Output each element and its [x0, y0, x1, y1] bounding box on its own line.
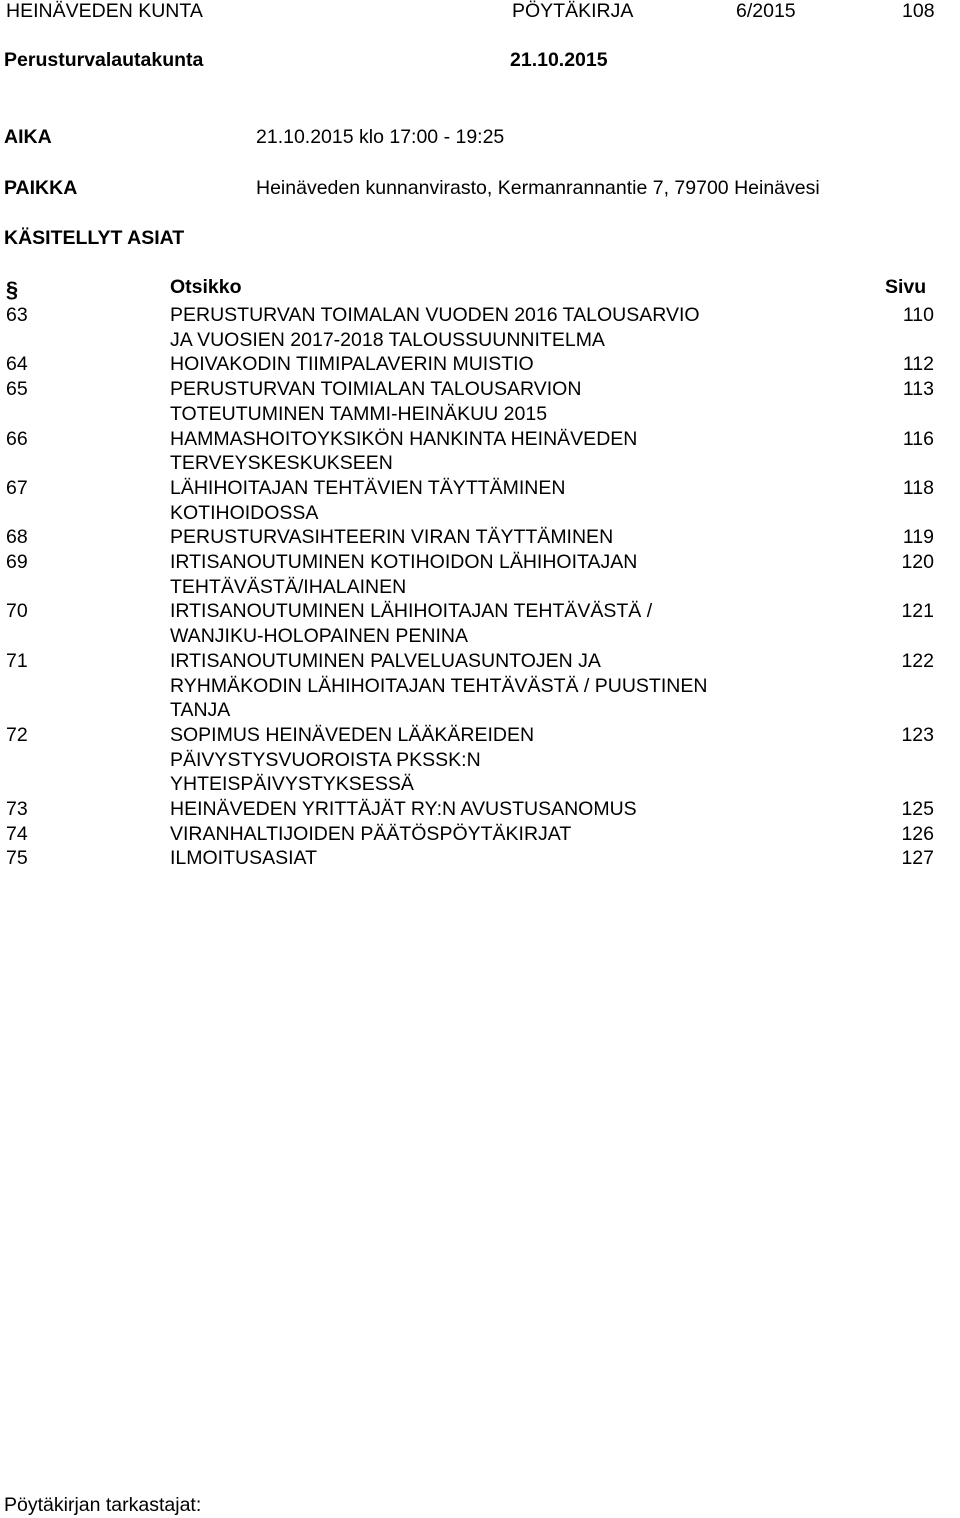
agenda-item-page: 110 — [902, 304, 934, 326]
agenda-item-number: 64 — [6, 353, 28, 376]
agenda-item-page: 126 — [901, 822, 934, 845]
agenda-item-title: ILMOITUSASIAT — [170, 847, 317, 870]
agenda-item-number: 67 — [6, 476, 28, 499]
column-header-title: Otsikko — [170, 276, 242, 298]
agenda-item-number: 66 — [6, 427, 28, 450]
agenda-item-page: 118 — [902, 476, 934, 499]
agenda-item-page: 121 — [901, 600, 934, 623]
organization-name: HEINÄVEDEN KUNTA — [6, 0, 203, 22]
agenda-item-number: 75 — [6, 847, 28, 870]
agenda-item-page: 122 — [901, 649, 934, 672]
agenda-item — [0, 599, 960, 648]
agenda-item-title: PERUSTURVAN TOIMIALAN TALOUSARVION TOTEUTUMINEN TAMMI-HEINÄKUU 2015 — [170, 378, 582, 425]
time-label: AIKA — [4, 126, 52, 148]
agenda-item-number: 71 — [6, 649, 28, 672]
agenda-item-title: VIRANHALTIJOIDEN PÄÄTÖSPÖYTÄKIRJAT — [170, 822, 572, 845]
agenda-item-title: PERUSTURVAN TOIMALAN VUODEN 2016 TALOUSARVIO JA VUOSIEN 2017-2018 TALOUSSUUNNITELMA — [170, 304, 700, 351]
agenda-item — [0, 846, 960, 871]
agenda-item — [0, 303, 960, 352]
agenda-item-page: 127 — [901, 847, 934, 870]
agenda-item-title: IRTISANOUTUMINEN KOTIHOIDON LÄHIHOITAJAN TEHTÄVÄSTÄ/IHALAINEN — [170, 551, 638, 598]
agenda-item-number: 74 — [6, 822, 28, 845]
agenda-item-number: 68 — [6, 526, 28, 549]
agenda-item-page: 116 — [902, 427, 934, 450]
agenda-item — [0, 377, 960, 426]
body-name: Perusturvalautakunta — [4, 49, 204, 71]
agenda-item-number: 69 — [6, 551, 28, 574]
document-type: PÖYTÄKIRJA — [512, 0, 634, 22]
agenda-item-title: PERUSTURVASIHTEERIN VIRAN TÄYTTÄMINEN — [170, 526, 614, 549]
agenda-item-page: 119 — [902, 526, 934, 549]
agenda-item-page: 123 — [901, 723, 934, 746]
place-label: PAIKKA — [4, 177, 78, 199]
document-number: 6/2015 — [736, 0, 796, 22]
page-number: 108 — [902, 0, 935, 22]
agenda-item-page: 125 — [901, 798, 934, 821]
agenda-item-title: HOIVAKODIN TIIMIPALAVERIN MUISTIO — [170, 353, 534, 376]
place-value: Heinäveden kunnanvirasto, Kermanrannantie 7, 79700 Heinävesi — [256, 177, 820, 199]
time-value: 21.10.2015 klo 17:00 - 19:25 — [256, 126, 505, 148]
agenda-item-page: 112 — [902, 353, 934, 376]
agenda-item — [0, 352, 960, 377]
agenda-item — [0, 649, 960, 723]
agenda-item-title: HEINÄVEDEN YRITTÄJÄT RY:N AVUSTUSANOMUS — [170, 798, 637, 821]
agenda-item-title: IRTISANOUTUMINEN PALVELUASUNTOJEN JA RYHMÄKODIN LÄHIHOITAJAN TEHTÄVÄSTÄ / PUUSTINEN TANJA — [170, 649, 708, 722]
section-title: KÄSITELLYT ASIAT — [4, 227, 185, 249]
agenda-item — [0, 723, 960, 797]
section-sign-icon — [7, 278, 17, 302]
agenda-item-number: 65 — [6, 378, 28, 401]
agenda-item — [0, 550, 960, 599]
agenda-item-number: 73 — [6, 798, 28, 821]
agenda-item-title: SOPIMUS HEINÄVEDEN LÄÄKÄREIDEN PÄIVYSTYSVUOROISTA PKSSK:N YHTEISPÄIVYSTYKSESSÄ — [170, 723, 535, 796]
meeting-date: 21.10.2015 — [510, 49, 608, 71]
reviewers-label: Pöytäkirjan tarkastajat: — [4, 1494, 202, 1516]
agenda-item-title: LÄHIHOITAJAN TEHTÄVIEN TÄYTTÄMINEN KOTIHOIDOSSA — [170, 476, 566, 524]
agenda-item-number: 72 — [6, 723, 28, 746]
column-header-page: Sivu — [885, 276, 927, 298]
agenda-item — [0, 797, 960, 822]
agenda-item — [0, 822, 960, 847]
svg-text:§: § — [5, 277, 19, 302]
agenda-item-title: IRTISANOUTUMINEN LÄHIHOITAJAN TEHTÄVÄSTÄ / WANJIKU-HOLOPAINEN PENINA — [170, 600, 653, 648]
agenda-item-page: 120 — [901, 551, 934, 574]
agenda-item-title: HAMMASHOITOYKSIKÖN HANKINTA HEINÄVEDEN TERVEYSKESKUKSEEN — [170, 427, 638, 475]
agenda-item-page: 113 — [902, 378, 934, 401]
agenda-item — [0, 427, 960, 476]
agenda-list — [0, 303, 960, 871]
agenda-item — [0, 525, 960, 550]
agenda-item — [0, 476, 960, 525]
agenda-item-number: 70 — [6, 600, 28, 623]
agenda-item-number: 63 — [6, 304, 28, 326]
